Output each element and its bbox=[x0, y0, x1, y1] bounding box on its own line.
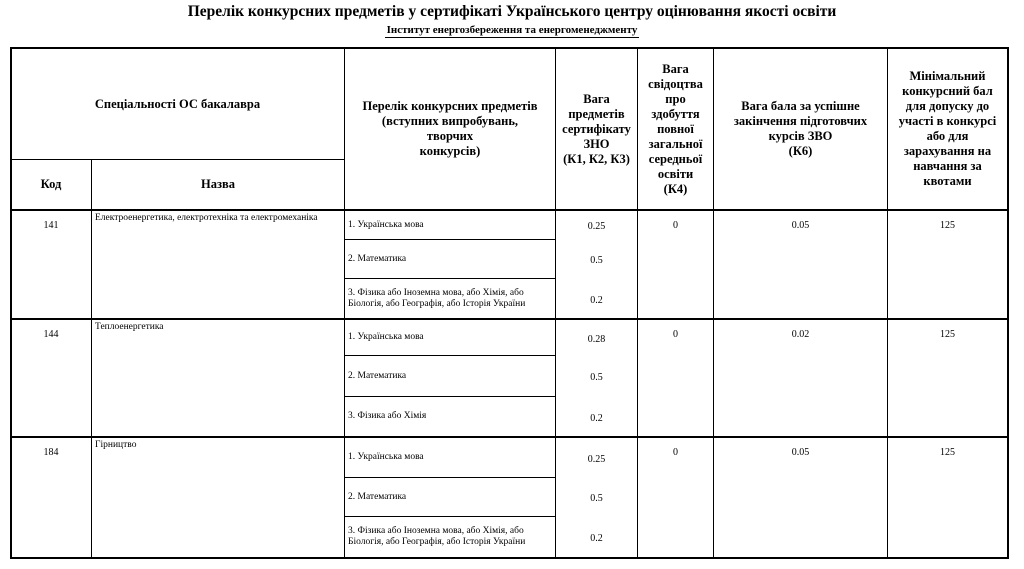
subject-weight: 0.28 bbox=[587, 333, 606, 345]
document-subtitle bbox=[0, 24, 1024, 37]
header-subjects-list: Перелік конкурсних предметів (вступних випробувань, творчих конкурсів) bbox=[362, 99, 538, 158]
specialty-code: 184 bbox=[43, 447, 59, 458]
header-zno-weight: Вага предметів сертифікату ЗНО (К1, К2, К3) bbox=[562, 91, 631, 166]
specialty-code: 141 bbox=[43, 220, 59, 231]
header-name: Назва bbox=[201, 177, 235, 191]
specialty-name: Теплоенергетика bbox=[95, 322, 164, 332]
prep-courses-weight-value: 0.05 bbox=[791, 447, 810, 458]
header-prep-courses-weight: Вага бала за успішне закінчення підготовчих курсів ЗВО (К6) bbox=[733, 99, 868, 158]
specialty-code: 144 bbox=[43, 329, 59, 340]
subject-name: 1. Українська мова bbox=[348, 219, 424, 230]
header-specialties: Спеціальності ОС бакалавра bbox=[94, 96, 261, 111]
header-min-score: Мінімальний конкурсний бал для допуску до участі в конкурсі або для зарахування на навчання за квотами bbox=[898, 69, 997, 188]
subject-name: 1. Українська мова bbox=[348, 332, 424, 342]
subject-weight: 0.5 bbox=[590, 255, 603, 266]
prep-courses-weight-value: 0.02 bbox=[791, 329, 810, 340]
subject-name: 3. Фізика або Іноземна мова, або Хімія, або Біологія, або Географія, або Історія України bbox=[348, 287, 526, 309]
min-score-value: 125 bbox=[940, 329, 955, 340]
header-code: Код bbox=[40, 177, 62, 191]
subject-name: 3. Фізика або Іноземна мова, або Хімія, або Біологія, або Географія, або Історія України bbox=[348, 526, 526, 547]
subject-name: 2. Математика bbox=[348, 253, 407, 264]
subject-weight: 0.2 bbox=[590, 533, 603, 544]
subtitle-text: Інститут енергозбереження та енергоменеджменту bbox=[386, 24, 638, 36]
prep-courses-weight-value: 0.05 bbox=[791, 220, 810, 231]
subject-weight: 0.5 bbox=[590, 372, 603, 383]
min-score-value: 125 bbox=[940, 447, 955, 458]
certificate-weight-value: 0 bbox=[673, 329, 678, 340]
subject-weight: 0.2 bbox=[590, 412, 603, 424]
min-score-value: 125 bbox=[940, 220, 955, 231]
subject-name: 2. Математика bbox=[348, 491, 407, 502]
subject-name: 3. Фізика або Хімія bbox=[348, 411, 427, 421]
subject-name: 2. Математика bbox=[348, 370, 407, 381]
subject-weight: 0.25 bbox=[587, 221, 606, 232]
subject-weight: 0.2 bbox=[590, 294, 603, 306]
subject-weight: 0.25 bbox=[587, 453, 606, 465]
specialty-name: Гірництво bbox=[95, 440, 137, 450]
document-title: Перелік конкурсних предметів у сертифікаті Українського центру оцінювання якості освіти bbox=[187, 3, 837, 20]
certificate-weight-value: 0 bbox=[673, 447, 678, 458]
subject-weight: 0.5 bbox=[590, 493, 603, 504]
certificate-weight-value: 0 bbox=[673, 220, 678, 231]
header-certificate-weight: Вага свідоцтва про здобуття повної загальної середньої освіти (К4) bbox=[648, 61, 703, 196]
specialty-name: Електроенергетика, електротехніка та електромеханіка bbox=[95, 213, 318, 223]
subject-name: 1. Українська мова bbox=[348, 452, 424, 462]
